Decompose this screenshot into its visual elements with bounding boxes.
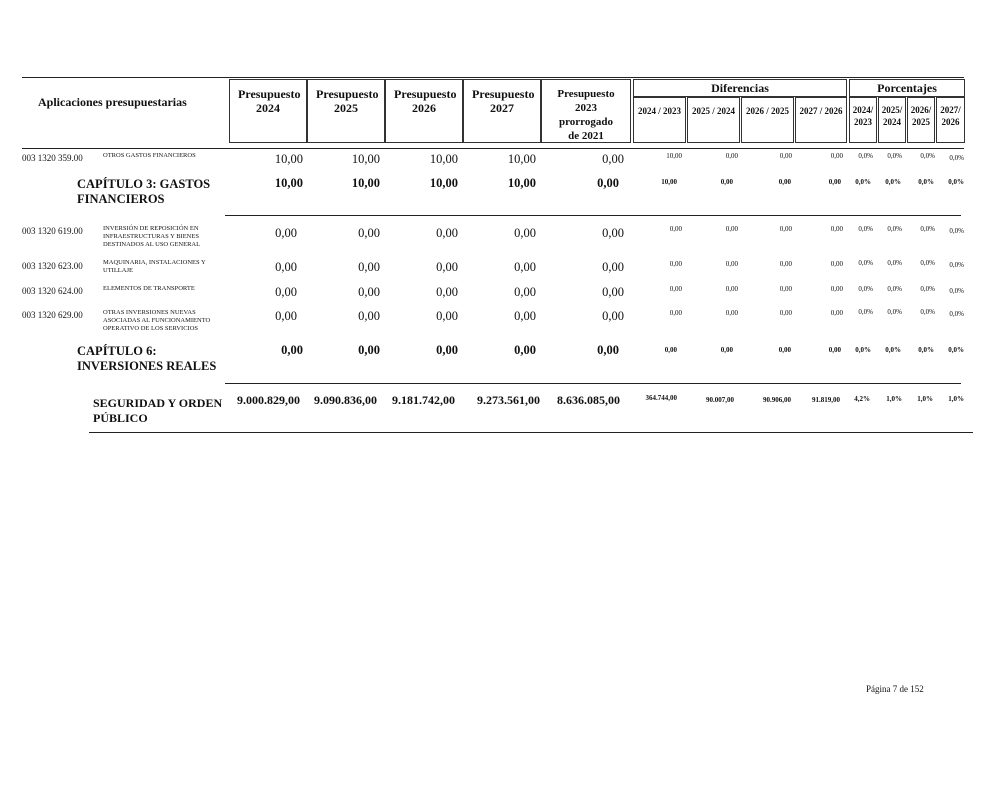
row-value: 0,00 xyxy=(514,285,536,299)
row-dif: 0,00 xyxy=(725,309,738,317)
row-value: 0,00 xyxy=(602,260,624,274)
row-value: 0,00 xyxy=(602,226,624,240)
total-dif: 90.007,00 xyxy=(706,396,734,404)
dif-col-label: 2024 / 2023 xyxy=(637,106,681,116)
page-number: Página 7 de 152 xyxy=(866,684,924,694)
chapter-pct: 0,0% xyxy=(948,178,964,186)
chapter-dif: 0,00 xyxy=(778,178,791,186)
header-pct-col-1 xyxy=(849,97,877,143)
chapter-title: CAPÍTULO 3: GASTOS FINANCIEROS xyxy=(77,177,211,206)
row-desc: INVERSIÓN DE REPOSICIÓN EN INFRAESTRUCTURAS Y BIENES DESTINADOS AL USO GENERAL xyxy=(103,225,201,248)
pct-col-label: 2024/ 2023 xyxy=(852,105,874,127)
row-value: 0,00 xyxy=(275,309,297,323)
row-dif: 0,00 xyxy=(669,225,682,233)
chapter-pct: 0,0% xyxy=(885,178,901,186)
header-dif-col-1 xyxy=(633,97,686,143)
header-pct-col-4 xyxy=(936,97,965,143)
row-dif: 0,00 xyxy=(669,260,682,268)
header-p2025: Presupuesto 2025 xyxy=(316,87,379,115)
total-pct: 1,0% xyxy=(917,395,933,403)
row-value: 0,00 xyxy=(358,260,380,274)
row-dif: 0,00 xyxy=(779,152,792,160)
chapter-dif: 0,00 xyxy=(828,346,841,354)
row-dif: 0,00 xyxy=(779,285,792,293)
row-value: 0,00 xyxy=(436,226,458,240)
row-value: 0,00 xyxy=(514,226,536,240)
chapter-value: 10,00 xyxy=(429,176,458,190)
total-pct: 4,2% xyxy=(854,395,870,403)
row-code: 003 1320 629.00 xyxy=(22,310,83,320)
row-dif: 0,00 xyxy=(830,309,843,317)
chapter-pct: 0,0% xyxy=(918,346,934,354)
header-dif-col-2 xyxy=(687,97,740,143)
row-value: 10,00 xyxy=(351,152,380,166)
header-box-2025 xyxy=(307,79,385,143)
chapter-pct: 0,0% xyxy=(918,178,934,186)
chapter-title: CAPÍTULO 6: INVERSIONES REALES xyxy=(77,344,217,373)
chapter-dif: 0,00 xyxy=(778,346,791,354)
chapter-value: 0,00 xyxy=(358,343,380,357)
row-value: 0,00 xyxy=(514,260,536,274)
row-value: 0,00 xyxy=(436,285,458,299)
chapter-value: 10,00 xyxy=(507,176,536,190)
row-desc: ELEMENTOS DE TRANSPORTE xyxy=(103,285,195,292)
header-p2026: Presupuesto 2026 xyxy=(394,87,457,115)
row-value: 10,00 xyxy=(274,152,303,166)
row-dif: 0,00 xyxy=(725,225,738,233)
row-dif: 0,00 xyxy=(725,285,738,293)
row-pct: 0,0% xyxy=(949,261,964,269)
total-dif: 364.744,00 xyxy=(645,394,677,402)
row-value: 0,00 xyxy=(602,152,624,166)
chapter-dif: 0,00 xyxy=(664,346,677,354)
row-dif: 0,00 xyxy=(669,309,682,317)
header-box-2027 xyxy=(463,79,541,143)
chapter-dif: 10,00 xyxy=(661,178,677,186)
row-code: 003 1320 619.00 xyxy=(22,226,83,236)
row-value: 10,00 xyxy=(507,152,536,166)
chapter-rule xyxy=(225,215,961,216)
chapter-value: 0,00 xyxy=(597,176,619,190)
header-porcentajes-box xyxy=(849,79,965,97)
row-pct: 0,0% xyxy=(858,225,873,233)
chapter-value: 0,00 xyxy=(514,343,536,357)
header-p2024: Presupuesto 2024 xyxy=(238,87,301,115)
row-value: 0,00 xyxy=(275,260,297,274)
row-value: 0,00 xyxy=(436,260,458,274)
header-aplicaciones: Aplicaciones presupuestarias xyxy=(38,95,187,109)
chapter-pct: 0,0% xyxy=(855,346,871,354)
row-value: 0,00 xyxy=(436,309,458,323)
row-dif: 0,00 xyxy=(830,285,843,293)
row-pct: 0,0% xyxy=(887,152,902,160)
row-pct: 0,0% xyxy=(858,259,873,267)
chapter-rule xyxy=(225,383,961,384)
row-code: 003 1320 624.00 xyxy=(22,286,83,296)
dif-col-label: 2027 / 2026 xyxy=(799,106,843,116)
dif-col-label: 2026 / 2025 xyxy=(745,106,789,116)
row-pct: 0,0% xyxy=(949,287,964,295)
row-dif: 0,00 xyxy=(830,225,843,233)
row-dif: 0,00 xyxy=(725,260,738,268)
header-porcentajes: Porcentajes xyxy=(877,81,937,95)
row-value: 10,00 xyxy=(429,152,458,166)
row-pct: 0,0% xyxy=(887,285,902,293)
row-pct: 0,0% xyxy=(887,259,902,267)
total-dif: 91.819,00 xyxy=(812,396,840,404)
chapter-value: 10,00 xyxy=(351,176,380,190)
chapter-value: 0,00 xyxy=(597,343,619,357)
chapter-value: 0,00 xyxy=(281,343,303,357)
chapter-value: 0,00 xyxy=(436,343,458,357)
header-dif-col-4 xyxy=(795,97,847,143)
row-value: 0,00 xyxy=(514,309,536,323)
row-pct: 0,0% xyxy=(920,152,935,160)
row-value: 0,00 xyxy=(602,309,624,323)
row-pct: 0,0% xyxy=(949,154,964,162)
row-pct: 0,0% xyxy=(858,308,873,316)
chapter-pct: 0,0% xyxy=(855,178,871,186)
chapter-dif: 0,00 xyxy=(828,178,841,186)
total-value: 9.181.742,00 xyxy=(392,393,455,407)
row-value: 0,00 xyxy=(602,285,624,299)
row-pct: 0,0% xyxy=(858,285,873,293)
row-dif: 0,00 xyxy=(779,225,792,233)
row-value: 0,00 xyxy=(358,226,380,240)
row-dif: 0,00 xyxy=(669,285,682,293)
header-box-2024 xyxy=(229,79,307,143)
header-pct-col-3 xyxy=(907,97,935,143)
row-pct: 0,0% xyxy=(920,225,935,233)
total-pct: 1,0% xyxy=(948,395,964,403)
total-pct: 1,0% xyxy=(886,395,902,403)
row-pct: 0,0% xyxy=(887,308,902,316)
row-pct: 0,0% xyxy=(949,310,964,318)
header-box-2026 xyxy=(385,79,463,143)
chapter-value: 10,00 xyxy=(274,176,303,190)
row-dif: 0,00 xyxy=(779,309,792,317)
row-value: 0,00 xyxy=(358,309,380,323)
header-box-2023 xyxy=(541,79,631,143)
row-dif: 0,00 xyxy=(830,260,843,268)
pct-col-label: 2025/ 2024 xyxy=(881,105,903,127)
chapter-dif: 0,00 xyxy=(720,346,733,354)
header-pct-col-2 xyxy=(878,97,906,143)
row-pct: 0,0% xyxy=(920,259,935,267)
top-rule xyxy=(22,77,964,78)
pct-col-label: 2027/ 2026 xyxy=(940,105,961,127)
row-pct: 0,0% xyxy=(858,152,873,160)
chapter-dif: 0,00 xyxy=(720,178,733,186)
row-code: 003 1320 623.00 xyxy=(22,261,83,271)
row-dif: 10,00 xyxy=(666,152,682,160)
header-p2023: Presupuesto 2023 prorrogado de 2021 xyxy=(557,88,615,142)
row-dif: 0,00 xyxy=(725,152,738,160)
row-dif: 0,00 xyxy=(779,260,792,268)
row-desc: OTRAS INVERSIONES NUEVAS ASOCIADAS AL FUNCIONAMIENTO OPERATIVO DE LOS SERVICIOS xyxy=(103,309,211,332)
header-diferencias-box xyxy=(633,79,847,97)
row-dif: 0,00 xyxy=(830,152,843,160)
pct-col-label: 2026/ 2025 xyxy=(910,105,932,127)
chapter-pct: 0,0% xyxy=(948,346,964,354)
row-value: 0,00 xyxy=(275,226,297,240)
header-p2027: Presupuesto 2027 xyxy=(472,87,535,115)
total-dif: 90.906,00 xyxy=(763,396,791,404)
total-value: 9.000.829,00 xyxy=(237,393,300,407)
row-pct: 0,0% xyxy=(920,285,935,293)
total-title: SEGURIDAD Y ORDEN PÚBLICO xyxy=(93,396,223,425)
row-pct: 0,0% xyxy=(887,225,902,233)
total-value: 9.273.561,00 xyxy=(477,393,540,407)
row-desc: OTROS GASTOS FINANCIEROS xyxy=(103,152,196,159)
header-dif-col-3 xyxy=(741,97,794,143)
chapter-pct: 0,0% xyxy=(885,346,901,354)
total-rule xyxy=(89,432,973,433)
row-value: 0,00 xyxy=(358,285,380,299)
dif-col-label: 2025 / 2024 xyxy=(691,106,735,116)
row-value: 0,00 xyxy=(275,285,297,299)
header-diferencias: Diferencias xyxy=(711,81,769,95)
total-value: 8.636.085,00 xyxy=(557,393,620,407)
row-code: 003 1320 359.00 xyxy=(22,153,83,163)
header-rule xyxy=(22,148,964,149)
row-desc: MAQUINARIA, INSTALACIONES Y UTILLAJE xyxy=(103,259,206,274)
row-pct: 0,0% xyxy=(920,308,935,316)
row-pct: 0,0% xyxy=(949,227,964,235)
total-value: 9.090.836,00 xyxy=(314,393,377,407)
